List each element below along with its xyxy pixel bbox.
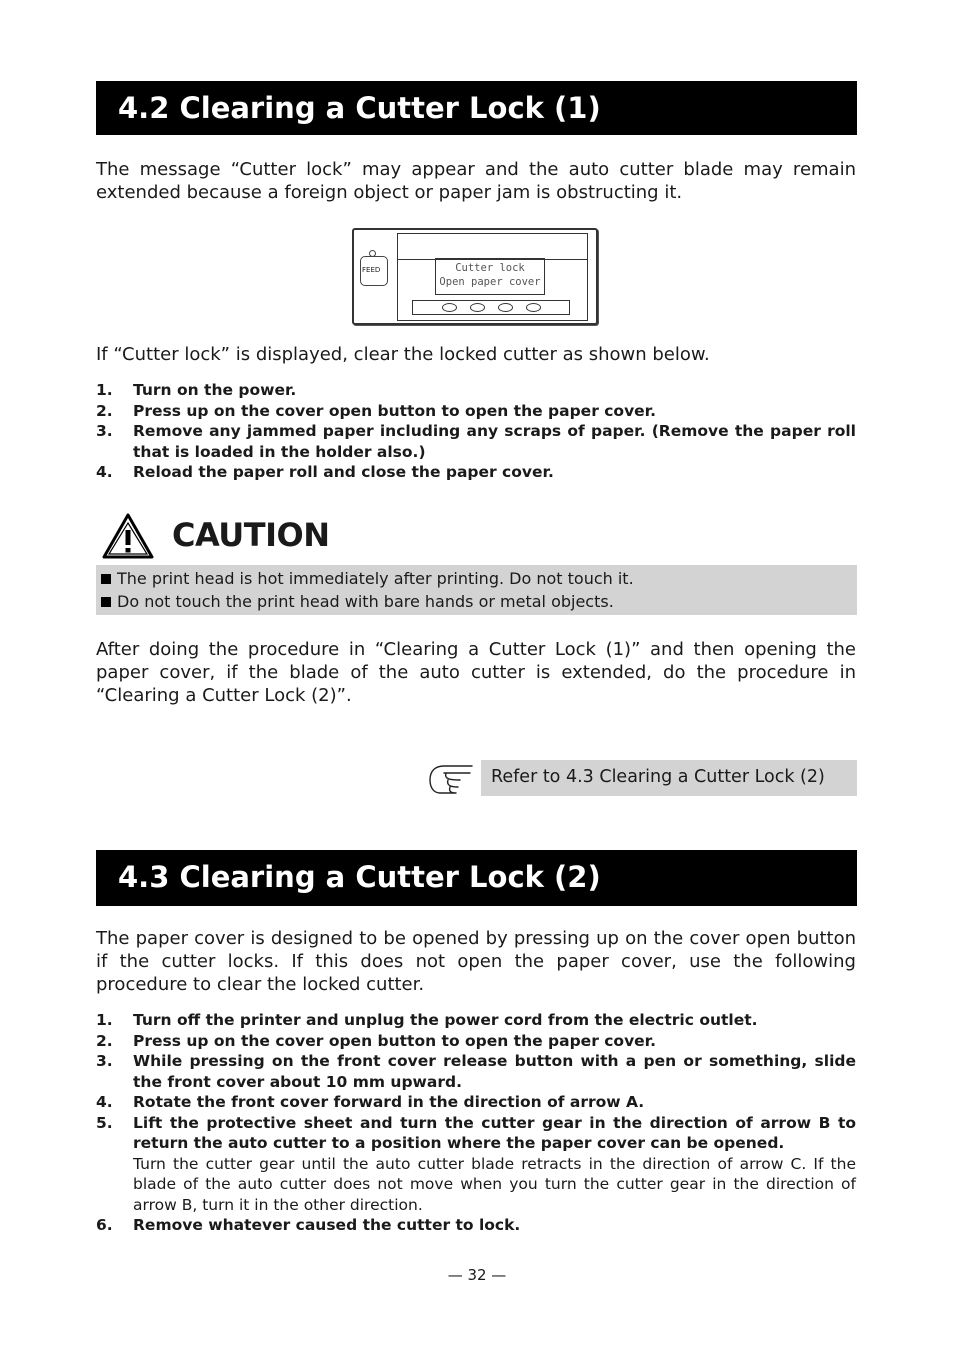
caution-text: The print head is hot immediately after printing. Do not touch it. bbox=[117, 569, 634, 588]
step-text: Press up on the cover open button to open the paper cover. bbox=[133, 401, 657, 420]
list-item bbox=[96, 1215, 856, 1236]
step-number: 4. bbox=[96, 463, 113, 481]
step-number: 1. bbox=[96, 1011, 113, 1029]
panel-button-icon bbox=[526, 303, 541, 312]
step-text: Reload the paper roll and close the paper cover. bbox=[133, 463, 554, 481]
panel-button-icon bbox=[470, 303, 485, 312]
step-text: Rotate the front cover forward in the direction of arrow A. bbox=[133, 1093, 645, 1111]
step-number: 2. bbox=[96, 1031, 113, 1050]
list-item bbox=[96, 1010, 856, 1031]
step-number: 6. bbox=[96, 1216, 113, 1234]
lcd-message bbox=[435, 258, 545, 295]
panel-button-icon bbox=[442, 303, 457, 312]
step-number: 1. bbox=[96, 381, 113, 399]
square-bullet-icon bbox=[101, 574, 111, 584]
step-number: 2. bbox=[96, 401, 113, 420]
intro-paragraph-2: The paper cover is designed to be opened by pressing up on the cover open button if the cutter locks. If this does not open the paper cover, use the following procedure to clear the locked cutter. bbox=[96, 928, 856, 995]
warning-triangle-icon bbox=[101, 512, 155, 560]
cross-reference[interactable]: Refer to 4.3 Clearing a Cutter Lock (2) bbox=[481, 760, 857, 796]
section-heading-4-2: 4.2 Clearing a Cutter Lock (1) bbox=[96, 81, 857, 135]
step-text: While pressing on the front cover release button with a pen or something, slide the front cover about 10 mm upward. bbox=[133, 1052, 856, 1091]
square-bullet-icon bbox=[101, 597, 111, 607]
panel-buttons bbox=[412, 300, 570, 315]
caution-item bbox=[101, 567, 857, 590]
procedure-list-1 bbox=[96, 380, 856, 483]
caution-box bbox=[96, 565, 857, 615]
list-item bbox=[96, 401, 856, 422]
pointing-hand-icon bbox=[426, 762, 476, 796]
step-text: Lift the protective sheet and turn the cutter gear in the direction of arrow B to return the auto cutter to a position where the paper cover can be opened. bbox=[133, 1113, 856, 1152]
step-text: Turn on the power. bbox=[133, 381, 297, 399]
page-number: — 32 — bbox=[447, 1266, 507, 1284]
step-number: 5. bbox=[96, 1113, 113, 1132]
caution-text: Do not touch the print head with bare hands or metal objects. bbox=[117, 592, 614, 611]
caution-heading: CAUTION bbox=[172, 516, 330, 554]
caution-item bbox=[101, 590, 857, 613]
lcd-line-2: Open paper cover bbox=[439, 276, 541, 288]
procedure-list-2 bbox=[96, 1010, 856, 1236]
list-item bbox=[96, 1031, 856, 1052]
intro-paragraph: The message “Cutter lock” may appear and the auto cutter blade may remain extended because a foreign object or paper jam is obstructing it. bbox=[96, 159, 856, 203]
list-item bbox=[96, 380, 856, 401]
section-heading-4-3: 4.3 Clearing a Cutter Lock (2) bbox=[96, 850, 857, 906]
lcd-line-1: Cutter lock bbox=[455, 262, 525, 274]
list-item bbox=[96, 1051, 856, 1092]
step-text: Press up on the cover open button to open the paper cover. bbox=[133, 1031, 657, 1050]
step-number: 3. bbox=[96, 422, 113, 440]
list-item bbox=[96, 1113, 856, 1216]
list-item bbox=[96, 1092, 856, 1113]
printer-display-illustration bbox=[352, 228, 598, 325]
step-text: Remove any jammed paper including any scraps of paper. (Remove the paper roll that is loaded in the holder also.) bbox=[133, 422, 856, 461]
step-note: Turn the cutter gear until the auto cutter blade retracts in the direction of arrow C. If the blade of the auto cutter does not move when you turn the cutter gear in the direction of arrow B, turn it in the other direction. bbox=[133, 1154, 856, 1214]
after-procedure-paragraph: After doing the procedure in “Clearing a Cutter Lock (1)” and then opening the paper cover, if the blade of the auto cutter is extended, do the procedure in “Clearing a Cutter Lock (2)”. bbox=[96, 639, 856, 706]
feed-label: FEED bbox=[362, 266, 381, 274]
panel-button-icon bbox=[498, 303, 513, 312]
instruction-paragraph: If “Cutter lock” is displayed, clear the locked cutter as shown below. bbox=[96, 344, 710, 365]
step-text: Remove whatever caused the cutter to lock. bbox=[133, 1216, 521, 1234]
step-number: 3. bbox=[96, 1052, 113, 1070]
list-item bbox=[96, 421, 856, 462]
step-number: 4. bbox=[96, 1093, 113, 1111]
step-text: Turn off the printer and unplug the power cord from the electric outlet. bbox=[133, 1011, 758, 1029]
list-item bbox=[96, 462, 856, 483]
